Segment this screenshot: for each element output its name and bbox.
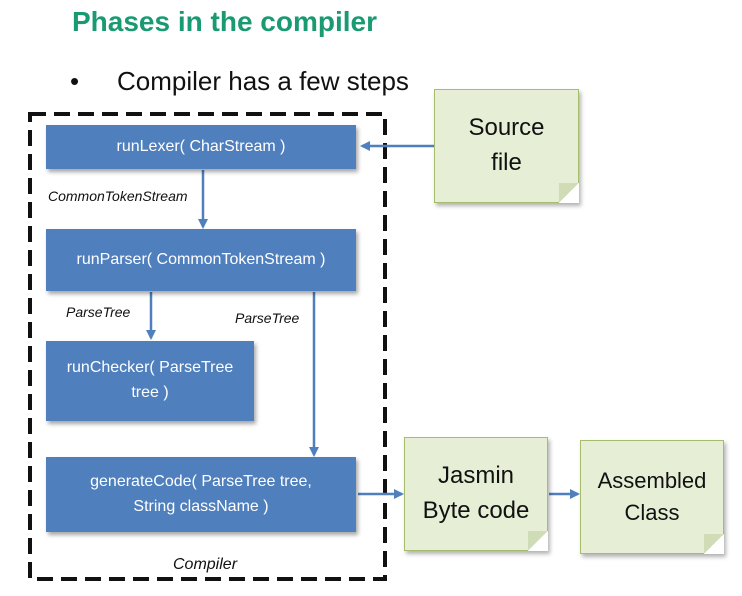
compiler-label: Compiler [173,556,238,573]
jasmin-line1: Jasmin [437,462,515,490]
bullet-text: Compiler has a few steps [117,66,409,96]
edge-label-parse-tree-checker: ParseTree [66,304,131,320]
edge-label-parse-tree-codegen: ParseTree [235,310,300,326]
generate-code-label-line2: String className ) [133,497,269,515]
note-fold-icon [559,183,579,203]
edge-label-token-stream: CommonTokenStream [48,188,188,204]
generate-code-box [46,457,356,532]
run-parser-label: runParser( CommonTokenStream ) [76,250,326,268]
source-file-note [434,89,579,203]
run-checker-box [46,341,254,421]
note-fold-icon [704,534,724,554]
source-file-line2: file [491,149,522,176]
page-title: Phases in the compiler [72,6,377,37]
jasmin-line2: Byte code [422,497,530,524]
assembled-line2: Class [624,500,680,525]
assembled-line1: Assembled [597,468,707,494]
source-file-line1: Source [468,114,545,142]
generate-code-label-line1: generateCode( ParseTree tree, [90,472,312,490]
run-lexer-box [46,125,356,169]
note-fold-icon [528,531,548,551]
run-lexer-label: runLexer( CharStream ) [116,137,286,155]
bullet-icon: • [70,66,80,96]
jasmin-bytecode-note [404,437,548,551]
run-parser-box [46,229,356,291]
run-checker-label: runChecker( ParseTree tree ) [66,359,234,401]
assembled-class-note [580,440,724,554]
